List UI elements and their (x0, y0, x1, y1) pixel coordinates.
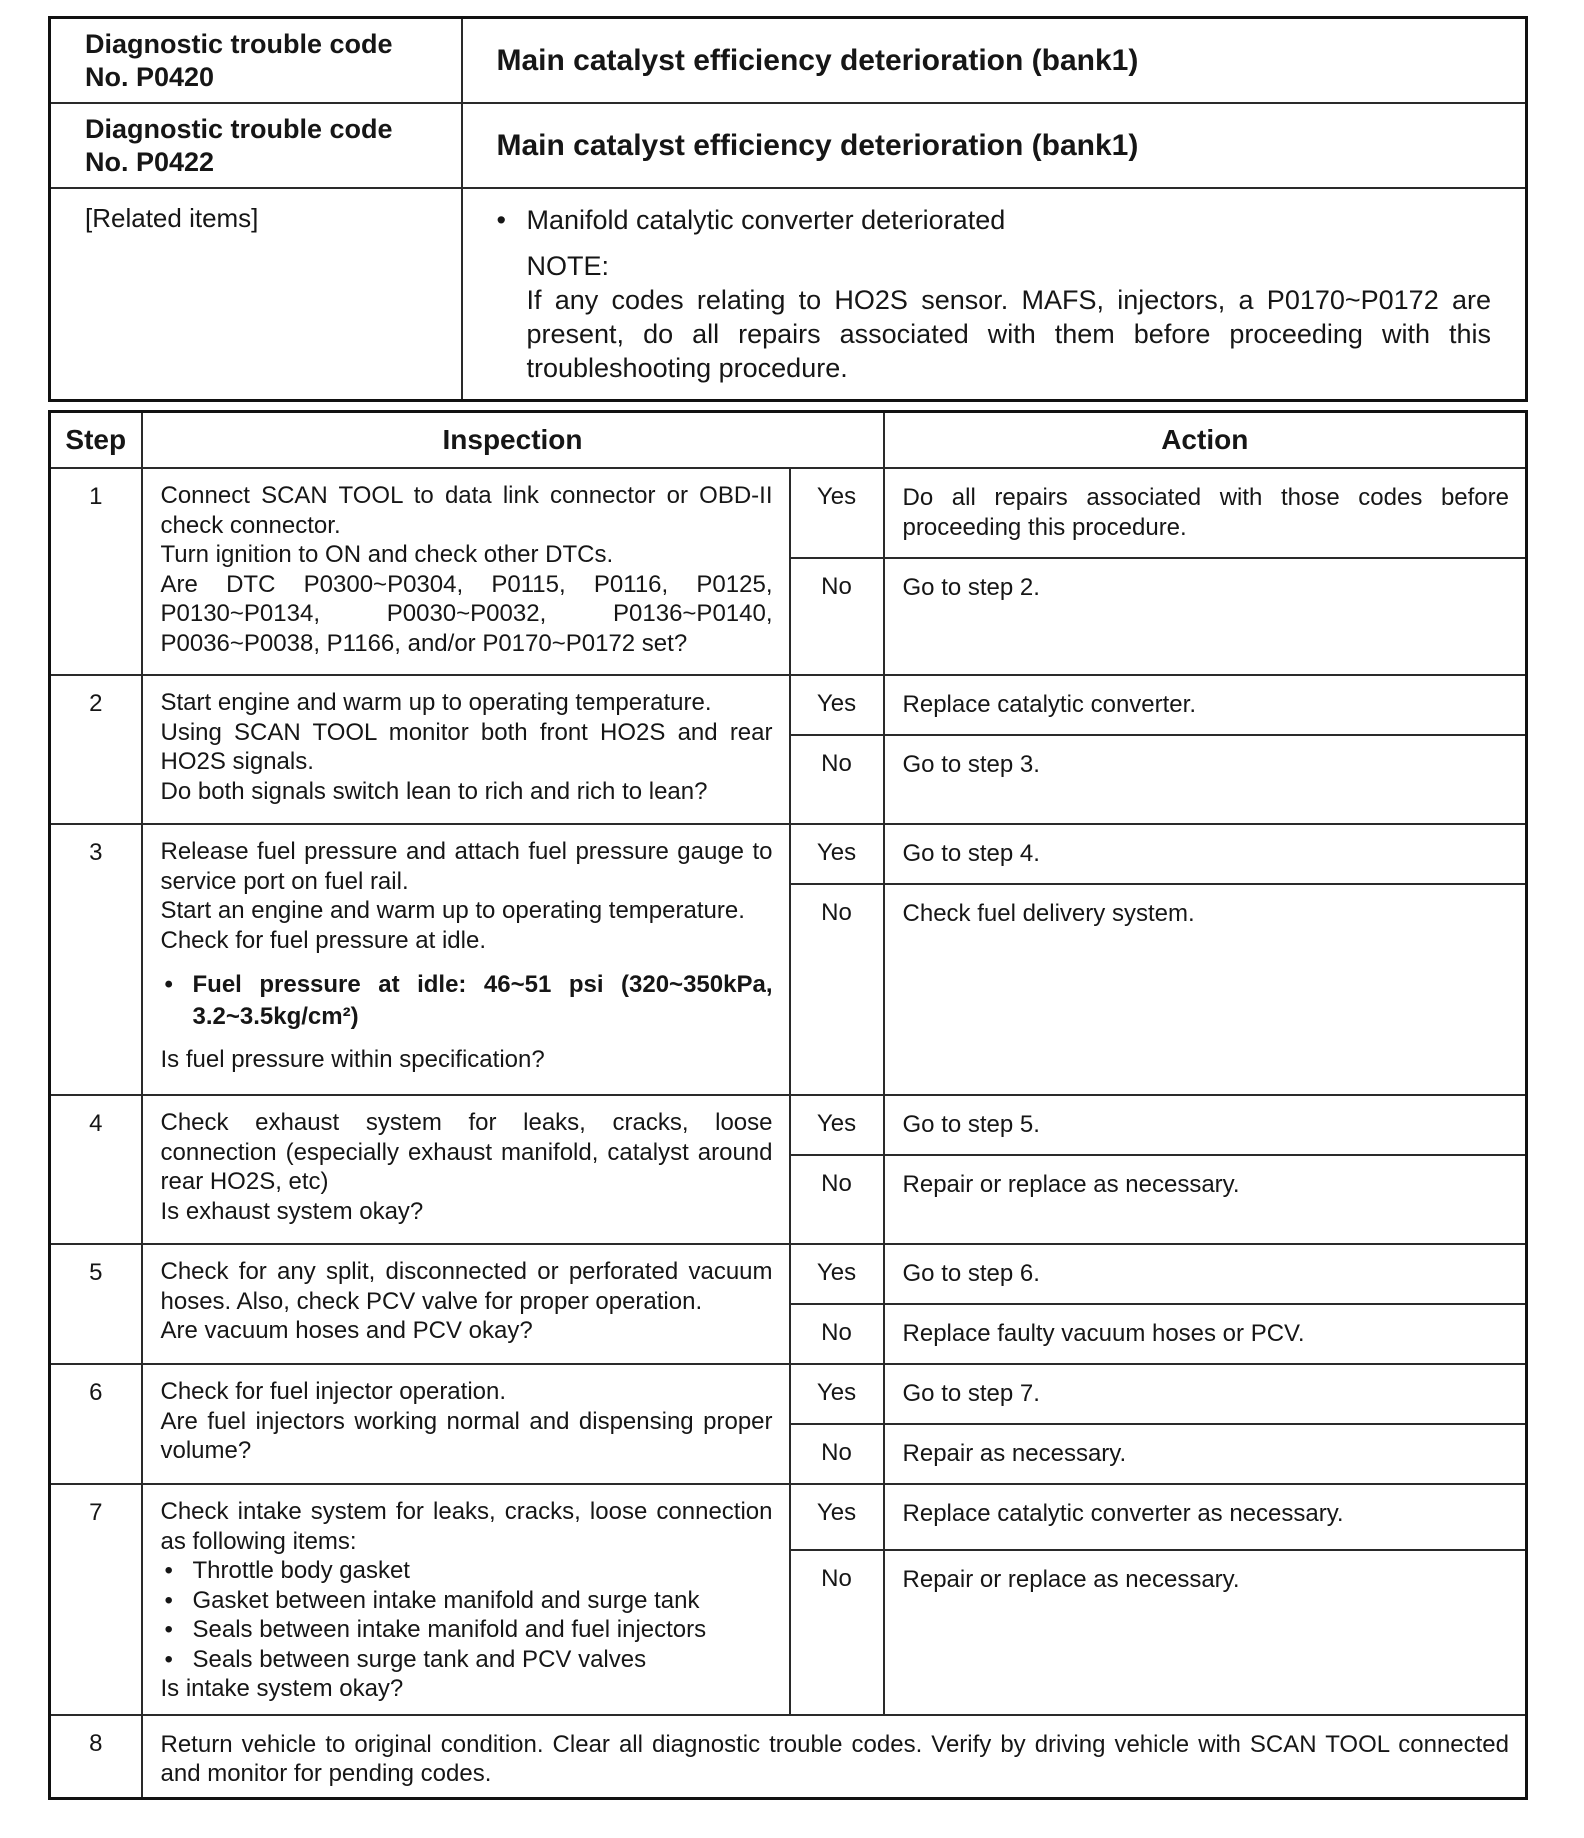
table-row (50, 468, 1527, 558)
action-yes: Go to step 5. (884, 1095, 1527, 1155)
no-label: No (790, 558, 884, 675)
note-title: NOTE: (526, 251, 610, 281)
troubleshooting-steps-table (48, 410, 1528, 1800)
yes-label: Yes (790, 1095, 884, 1155)
step-inspection (142, 468, 790, 675)
list-item: • Gasket between intake manifold and surge tank (161, 1586, 773, 1616)
action-no: Go to step 2. (884, 558, 1527, 675)
step-inspection (142, 1364, 790, 1484)
action-yes: Go to step 4. (884, 824, 1527, 884)
step-inspection (142, 824, 790, 1095)
table-row (50, 1715, 1527, 1799)
no-label: No (790, 1155, 884, 1244)
yes-label: Yes (790, 1484, 884, 1550)
action-yes: Replace catalytic converter as necessary. (884, 1484, 1527, 1550)
yes-label: Yes (790, 1244, 884, 1304)
dtc-header-table (48, 16, 1528, 402)
table-row (50, 824, 1527, 884)
action-yes: Do all repairs associated with those codes before proceeding this procedure. (884, 468, 1527, 558)
table-row (50, 1244, 1527, 1304)
action-no: Replace faulty vacuum hoses or PCV. (884, 1304, 1527, 1364)
step-number: 7 (50, 1484, 142, 1715)
step-inspection (142, 1095, 790, 1244)
action-no: Go to step 3. (884, 735, 1527, 824)
step-number: 2 (50, 675, 142, 824)
action-no: Repair as necessary. (884, 1424, 1527, 1484)
dtc-code-label-2: Diagnostic trouble code No. P0422 (50, 103, 462, 188)
step-number: 3 (50, 824, 142, 1095)
step-inspection (142, 675, 790, 824)
table-row (50, 1484, 1527, 1550)
inspection-text: Start engine and warm up to operating temperature. Using SCAN TOOL monitor both front HO2S and rear HO2S signals. Do both signals switch lean to rich and rich to lean? (160, 689, 773, 805)
column-header-inspection: Inspection (142, 412, 884, 469)
dtc-title-2: Main catalyst efficiency deterioration (bank1) (462, 103, 1527, 188)
dtc-code-label-1: Diagnostic trouble code No. P0420 (50, 18, 462, 104)
list-item: • Seals between surge tank and PCV valves (161, 1645, 773, 1675)
step-number: 6 (50, 1364, 142, 1484)
yes-label: Yes (790, 1364, 884, 1424)
no-label: No (790, 1424, 884, 1484)
table-row (50, 675, 1527, 735)
final-step-text: Return vehicle to original condition. Clear all diagnostic trouble codes. Verify by driving vehicle with SCAN TOOL connected and monitor for pending codes. (142, 1715, 1527, 1799)
list-item: • Throttle body gasket (161, 1556, 773, 1586)
inspection-text: Check intake system for leaks, cracks, loose connection as following items: (160, 1498, 773, 1555)
step-number: 4 (50, 1095, 142, 1244)
yes-label: Yes (790, 824, 884, 884)
action-no: Check fuel delivery system. (884, 884, 1527, 1095)
inspection-text: Check for any split, disconnected or perforated vacuum hoses. Also, check PCV valve for proper operation. Are vacuum hoses and PCV okay? (160, 1258, 773, 1344)
inspection-question: Is fuel pressure within specification? (160, 1046, 545, 1073)
no-label: No (790, 884, 884, 1095)
step-inspection (142, 1484, 790, 1715)
dtc-title-1: Main catalyst efficiency deterioration (bank1) (462, 18, 1527, 104)
inspection-text: Connect SCAN TOOL to data link connector or OBD-II check connector. Turn ignition to ON and check other DTCs. Are DTC P0300~P0304, P0115, P0116, P0125, P0130~P0134, P0030~P0032, P0136~P0140, P0036~P0038, P1166, and/or P0170~P0172 set? (160, 482, 773, 657)
related-item: • Manifold catalytic converter deteriorated (495, 203, 1492, 237)
column-header-step: Step (50, 412, 142, 469)
action-yes: Go to step 6. (884, 1244, 1527, 1304)
inspection-text: Check for fuel injector operation. Are fuel injectors working normal and dispensing proper volume? (160, 1378, 773, 1464)
note-text: If any codes relating to HO2S sensor. MAFS, injectors, a P0170~P0172 are present, do all repairs associated with them before proceeding with this troubleshooting procedure. (526, 285, 1491, 383)
inspection-text: Release fuel pressure and attach fuel pressure gauge to service port on fuel rail. Start an engine and warm up to operating temperature. Check for fuel pressure at idle. (160, 838, 773, 954)
step-number: 1 (50, 468, 142, 675)
action-no: Repair or replace as necessary. (884, 1155, 1527, 1244)
no-label: No (790, 735, 884, 824)
step-inspection (142, 1244, 790, 1364)
fuel-pressure-spec: • Fuel pressure at idle: 46~51 psi (320~350kPa, 3.2~3.5kg/cm²) (161, 969, 773, 1033)
intake-check-list (161, 1556, 773, 1674)
inspection-text: Check exhaust system for leaks, cracks, loose connection (especially exhaust manifold, catalyst around rear HO2S, etc) Is exhaust system okay? (160, 1109, 773, 1225)
action-no: Repair or replace as necessary. (884, 1550, 1527, 1715)
action-yes: Replace catalytic converter. (884, 675, 1527, 735)
no-label: No (790, 1550, 884, 1715)
related-items-body (462, 188, 1527, 401)
table-row (50, 1095, 1527, 1155)
related-items-label: [Related items] (50, 188, 462, 401)
column-header-action: Action (884, 412, 1527, 469)
no-label: No (790, 1304, 884, 1364)
yes-label: Yes (790, 468, 884, 558)
table-row (50, 1364, 1527, 1424)
yes-label: Yes (790, 675, 884, 735)
action-yes: Go to step 7. (884, 1364, 1527, 1424)
step-number: 5 (50, 1244, 142, 1364)
list-item: • Seals between intake manifold and fuel injectors (161, 1615, 773, 1645)
step-number: 8 (50, 1715, 142, 1799)
inspection-question: Is intake system okay? (160, 1675, 404, 1702)
